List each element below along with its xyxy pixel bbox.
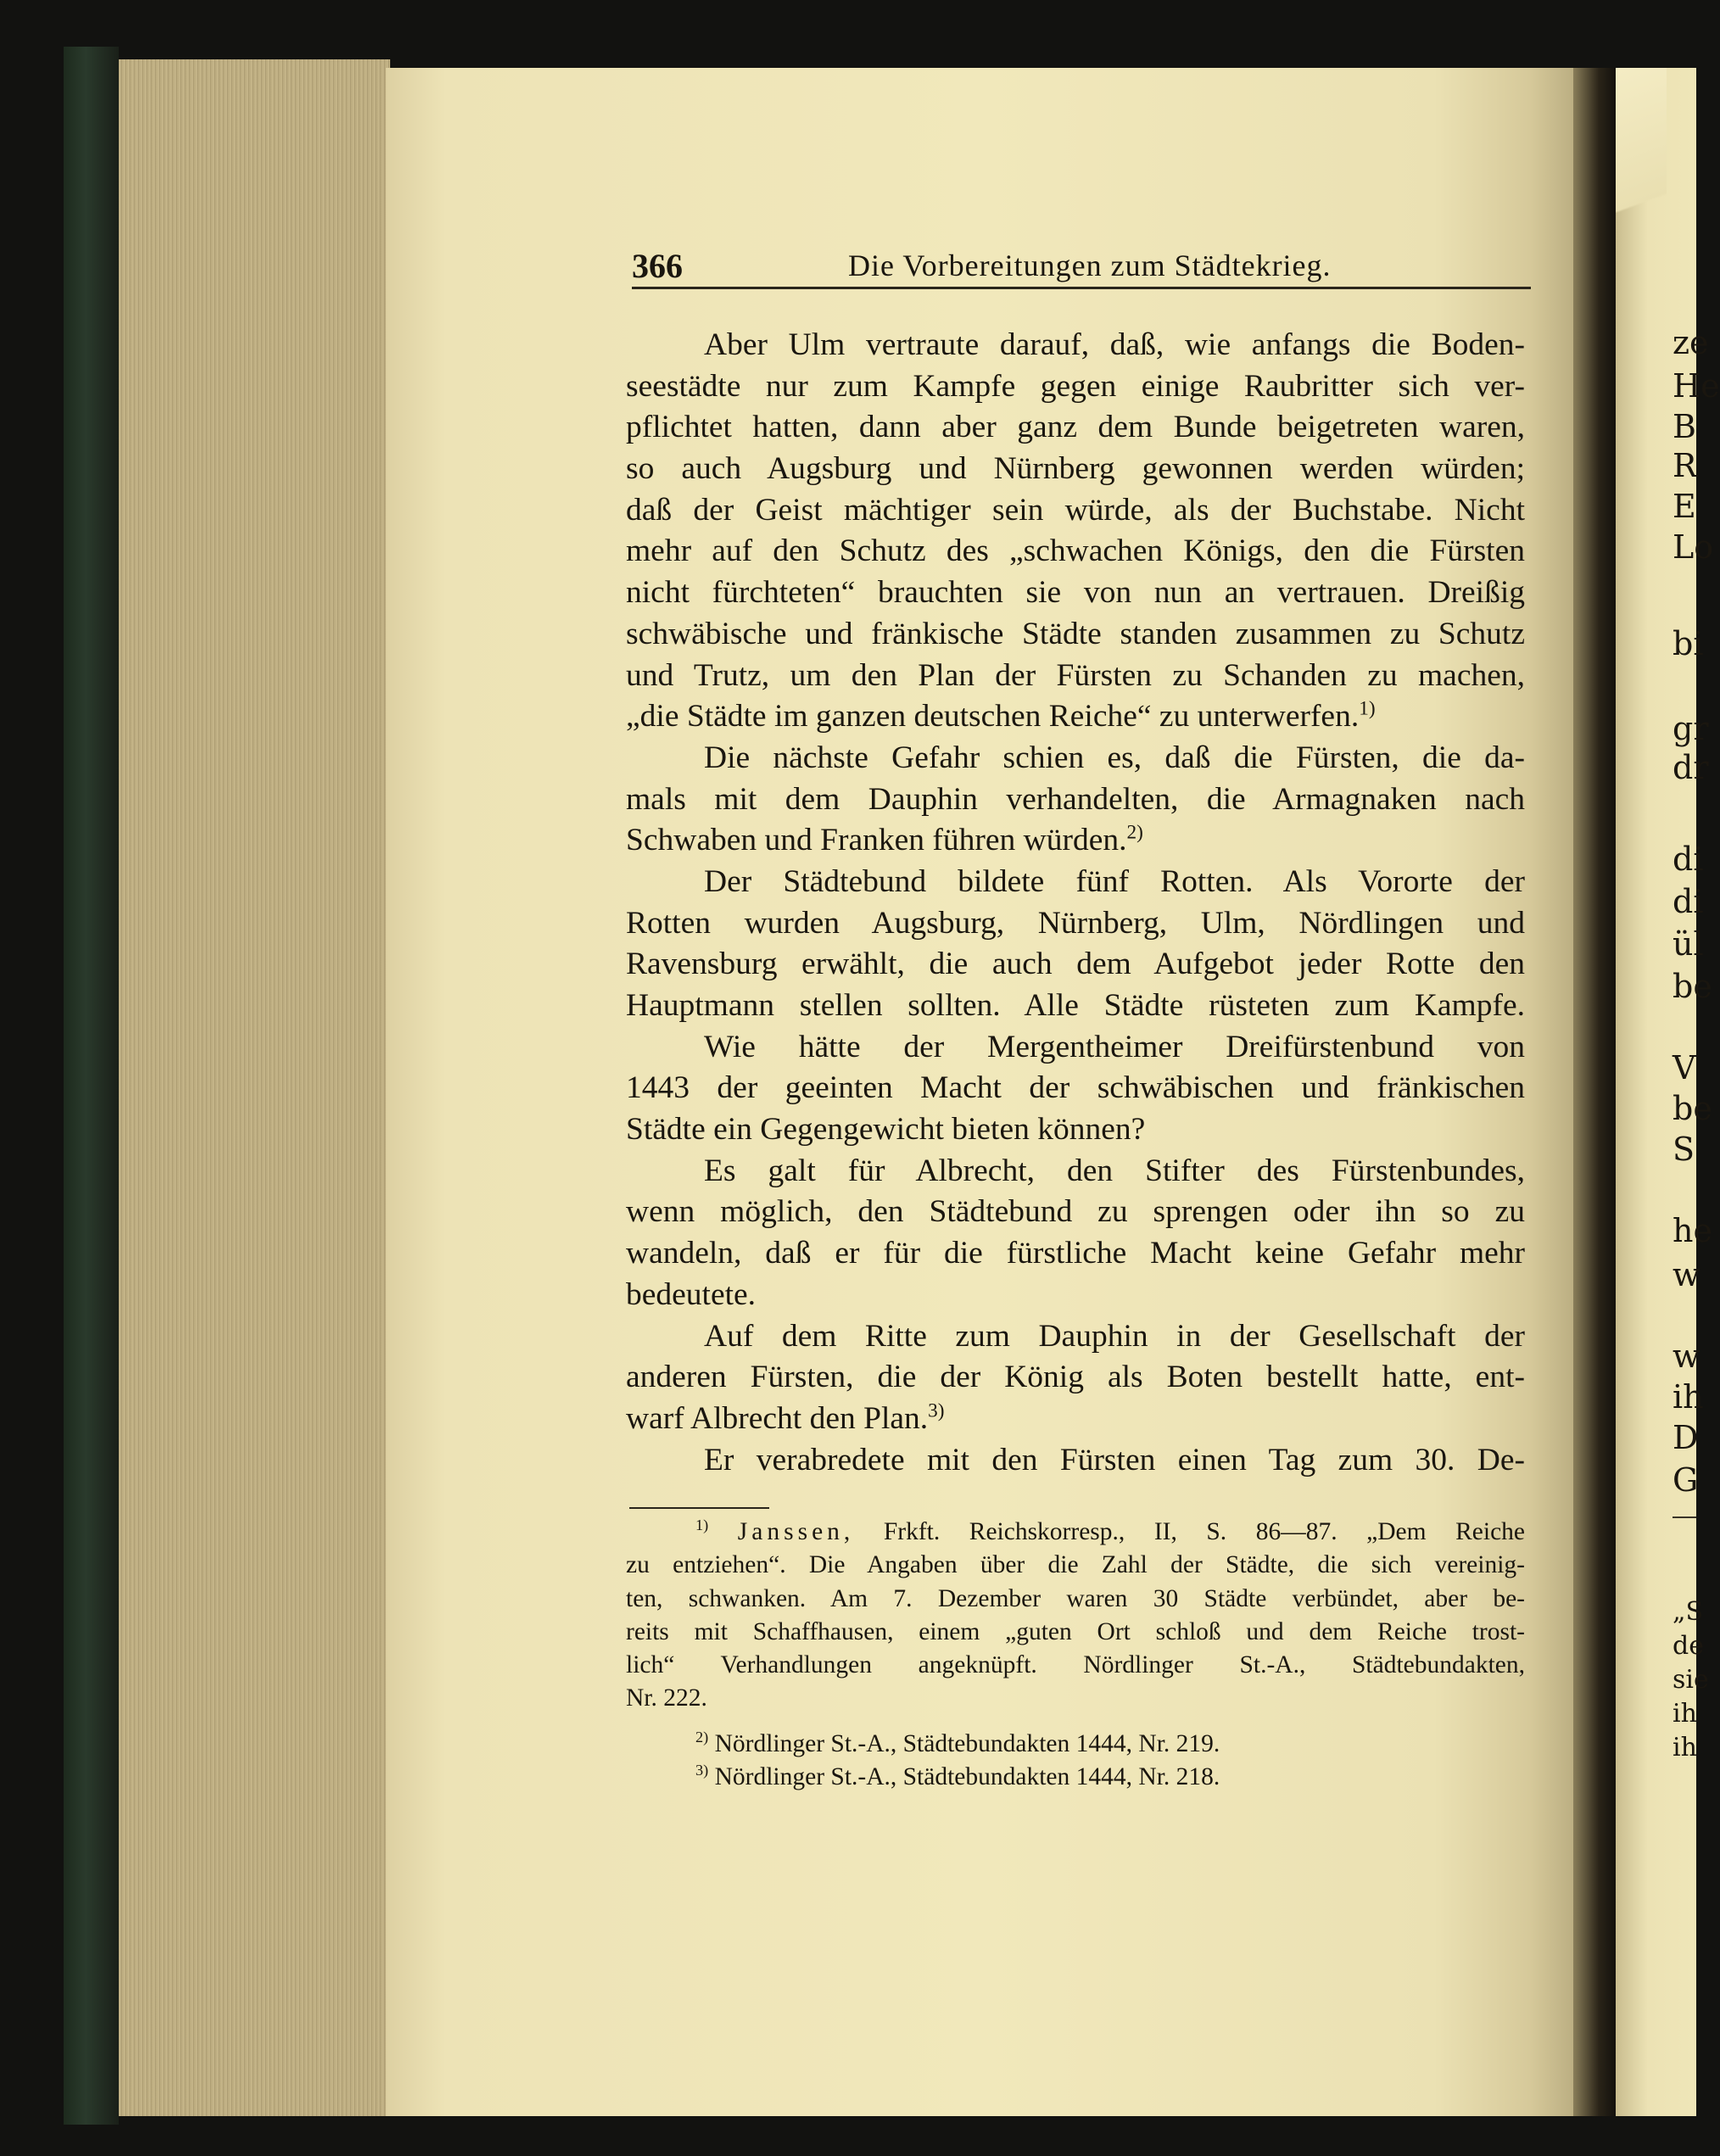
footnote-marker: 2) [695,1728,709,1745]
text-line: 1443 der geeinten Macht der schwäbischen und fränkischen [626,1070,1525,1106]
facing-fragment: B [1673,408,1696,445]
text-line: Wie hätte der Mergentheimer Dreifürstenbund von [704,1029,1525,1064]
facing-fragment: Lo [1673,528,1714,566]
text-line: Städte ein Gegengewicht bieten können? [626,1112,1146,1148]
text-line: Es galt für Albrecht, den Stifter des Fürstenbundes, [704,1153,1525,1188]
text-span: „die Städte im ganzen deutschen Reiche“ zu unterwerfen. [626,699,1360,734]
facing-footnote-rule [1673,1516,1696,1518]
header-rule [632,287,1531,289]
running-title: Die Vorbereitungen zum Städtekrieg. [848,249,1332,282]
text-line: so auch Augsburg und Nürnberg gewonnen werden würden; [626,451,1525,487]
text-line: Auf dem Ritte zum Dauphin in der Gesellschaft der [704,1318,1525,1354]
facing-fragment: V [1673,1049,1696,1086]
footnote-line: ten, schwanken. Am 7. Dezember waren 30 Städte verbündet, aber be- [626,1584,1525,1612]
footnote-line [626,1728,1525,1761]
footnote-line [626,1516,1525,1549]
facing-fragment: di [1673,841,1704,878]
text-line: und Trutz, um den Plan der Fürsten zu Schanden zu machen, [626,657,1525,693]
facing-fragment: be [1673,968,1712,1005]
text-span: warf Albrecht den Plan. [626,1400,929,1436]
footnote-author: Janssen, [737,1518,855,1545]
page-number: 366 [632,247,683,285]
facing-fragment: be [1673,1090,1712,1127]
footnote-ref: 1) [1359,697,1376,720]
facing-fragment: ze [1673,324,1709,361]
facing-fragment: ih [1673,1699,1697,1729]
facing-fragment: D [1673,1419,1699,1456]
text-line: wenn möglich, den Städtebund zu sprengen oder ihn so zu [626,1194,1525,1230]
text-line: schwäbische und fränkische Städte standen zusammen zu Schutz [626,616,1525,651]
footnote-line: zu entziehen“. Die Angaben über die Zahl der Städte, die sich vereinig- [626,1551,1525,1579]
text-line [626,696,1525,738]
text-line: Hauptmann stellen sollten. Alle Städte rüsteten zum Kampfe. [626,988,1525,1023]
text-line: Er verabredete mit den Fürsten einen Tag zum 30. De- [704,1442,1525,1477]
facing-fragment: bi [1673,625,1704,662]
footnote-line: Nr. 222. [626,1684,707,1712]
footnote-line: reits mit Schaffhausen, einem „guten Ort schloß und dem Reiche trost- [626,1617,1525,1645]
text-line: wandeln, daß er für die fürstliche Macht keine Gefahr mehr [626,1236,1525,1271]
text-span: Nördlinger St.-A., Städtebundakten 1444, Nr. 218. [714,1763,1220,1791]
text-line: daß der Geist mächtiger sein würde, als der Buchstabe. Nicht [626,492,1525,528]
book-cover-edge [64,47,119,2125]
footnote-ref: 3) [928,1399,945,1422]
facing-fragment: E [1673,488,1696,525]
text-span: Nördlinger St.-A., Städtebundakten 1444, Nr. 219. [714,1729,1220,1757]
facing-fragment: w [1673,1338,1700,1375]
facing-fragment: ih [1673,1378,1704,1416]
facing-fragment: he [1673,1212,1712,1249]
text-line: seestädte nur zum Kampfe gegen einige Raubritter sich ver- [626,368,1525,404]
text-line: anderen Fürsten, die der König als Boten bestellt hatte, ent- [626,1360,1525,1395]
text-line: Der Städtebund bildete fünf Rotten. Als Vororte der [704,863,1525,899]
facing-fragment: ih [1673,1733,1697,1762]
facing-fragment: R [1673,447,1697,484]
page-block-edges [119,59,390,2116]
text-line: Die nächste Gefahr schien es, daß die Fürsten, die da- [704,740,1525,775]
facing-fragment: gr [1673,710,1709,747]
facing-fragment: He [1673,367,1720,405]
facing-fragment: sie [1673,1665,1709,1695]
footnote-marker: 1) [695,1516,709,1534]
text-line: Ravensburg erwählt, die auch dem Aufgebot jeder Rotte den [626,947,1525,982]
facing-fragment: „S [1673,1597,1704,1627]
footnotes [626,1516,1525,1794]
text-line: pflichtet hatten, dann aber ganz dem Bunde beigetreten waren, [626,410,1525,445]
text-span: Schwaben und Franken führen würden. [626,823,1127,858]
footnote-line [626,1761,1525,1794]
facing-fragment: w [1673,1256,1700,1293]
facing-fragment: S [1673,1131,1695,1168]
text-line: mals mit dem Dauphin verhandelten, die Armagnaken nach [626,781,1525,817]
footnote-marker: 3) [695,1762,709,1779]
facing-fragment: di [1673,883,1704,920]
page-header [632,246,1531,293]
text-line: Rotten wurden Augsburg, Nürnberg, Ulm, Nördlingen und [626,905,1525,941]
text-line: nicht fürchteten“ brauchten sie von nun an vertrauen. Dreißig [626,575,1525,611]
text-line: Aber Ulm vertraute darauf, daß, wie anfangs die Boden- [704,327,1525,362]
text-span: Frkft. Reichskorresp., II, S. 86—87. „Dem Reiche [883,1518,1526,1545]
footnote-rule [629,1507,769,1509]
footnote-line: lich“ Verhandlungen angeknüpft. Nördlinger St.-A., Städtebundakten, [626,1651,1525,1679]
text-line [626,1399,1525,1440]
footnote-ref: 2) [1126,821,1143,844]
page-fold [1616,68,1667,288]
text-line: bedeutete. [626,1276,757,1312]
facing-fragment: G [1673,1461,1699,1499]
text-line: mehr auf den Schutz des „schwachen Königs, den die Fürsten [626,533,1525,569]
facing-fragment: de [1673,1631,1704,1661]
book-gutter [1573,68,1620,2116]
facing-fragment: dr [1673,749,1709,786]
text-line [626,820,1525,862]
body-text [626,325,1525,1481]
facing-fragment: ül [1673,925,1704,963]
